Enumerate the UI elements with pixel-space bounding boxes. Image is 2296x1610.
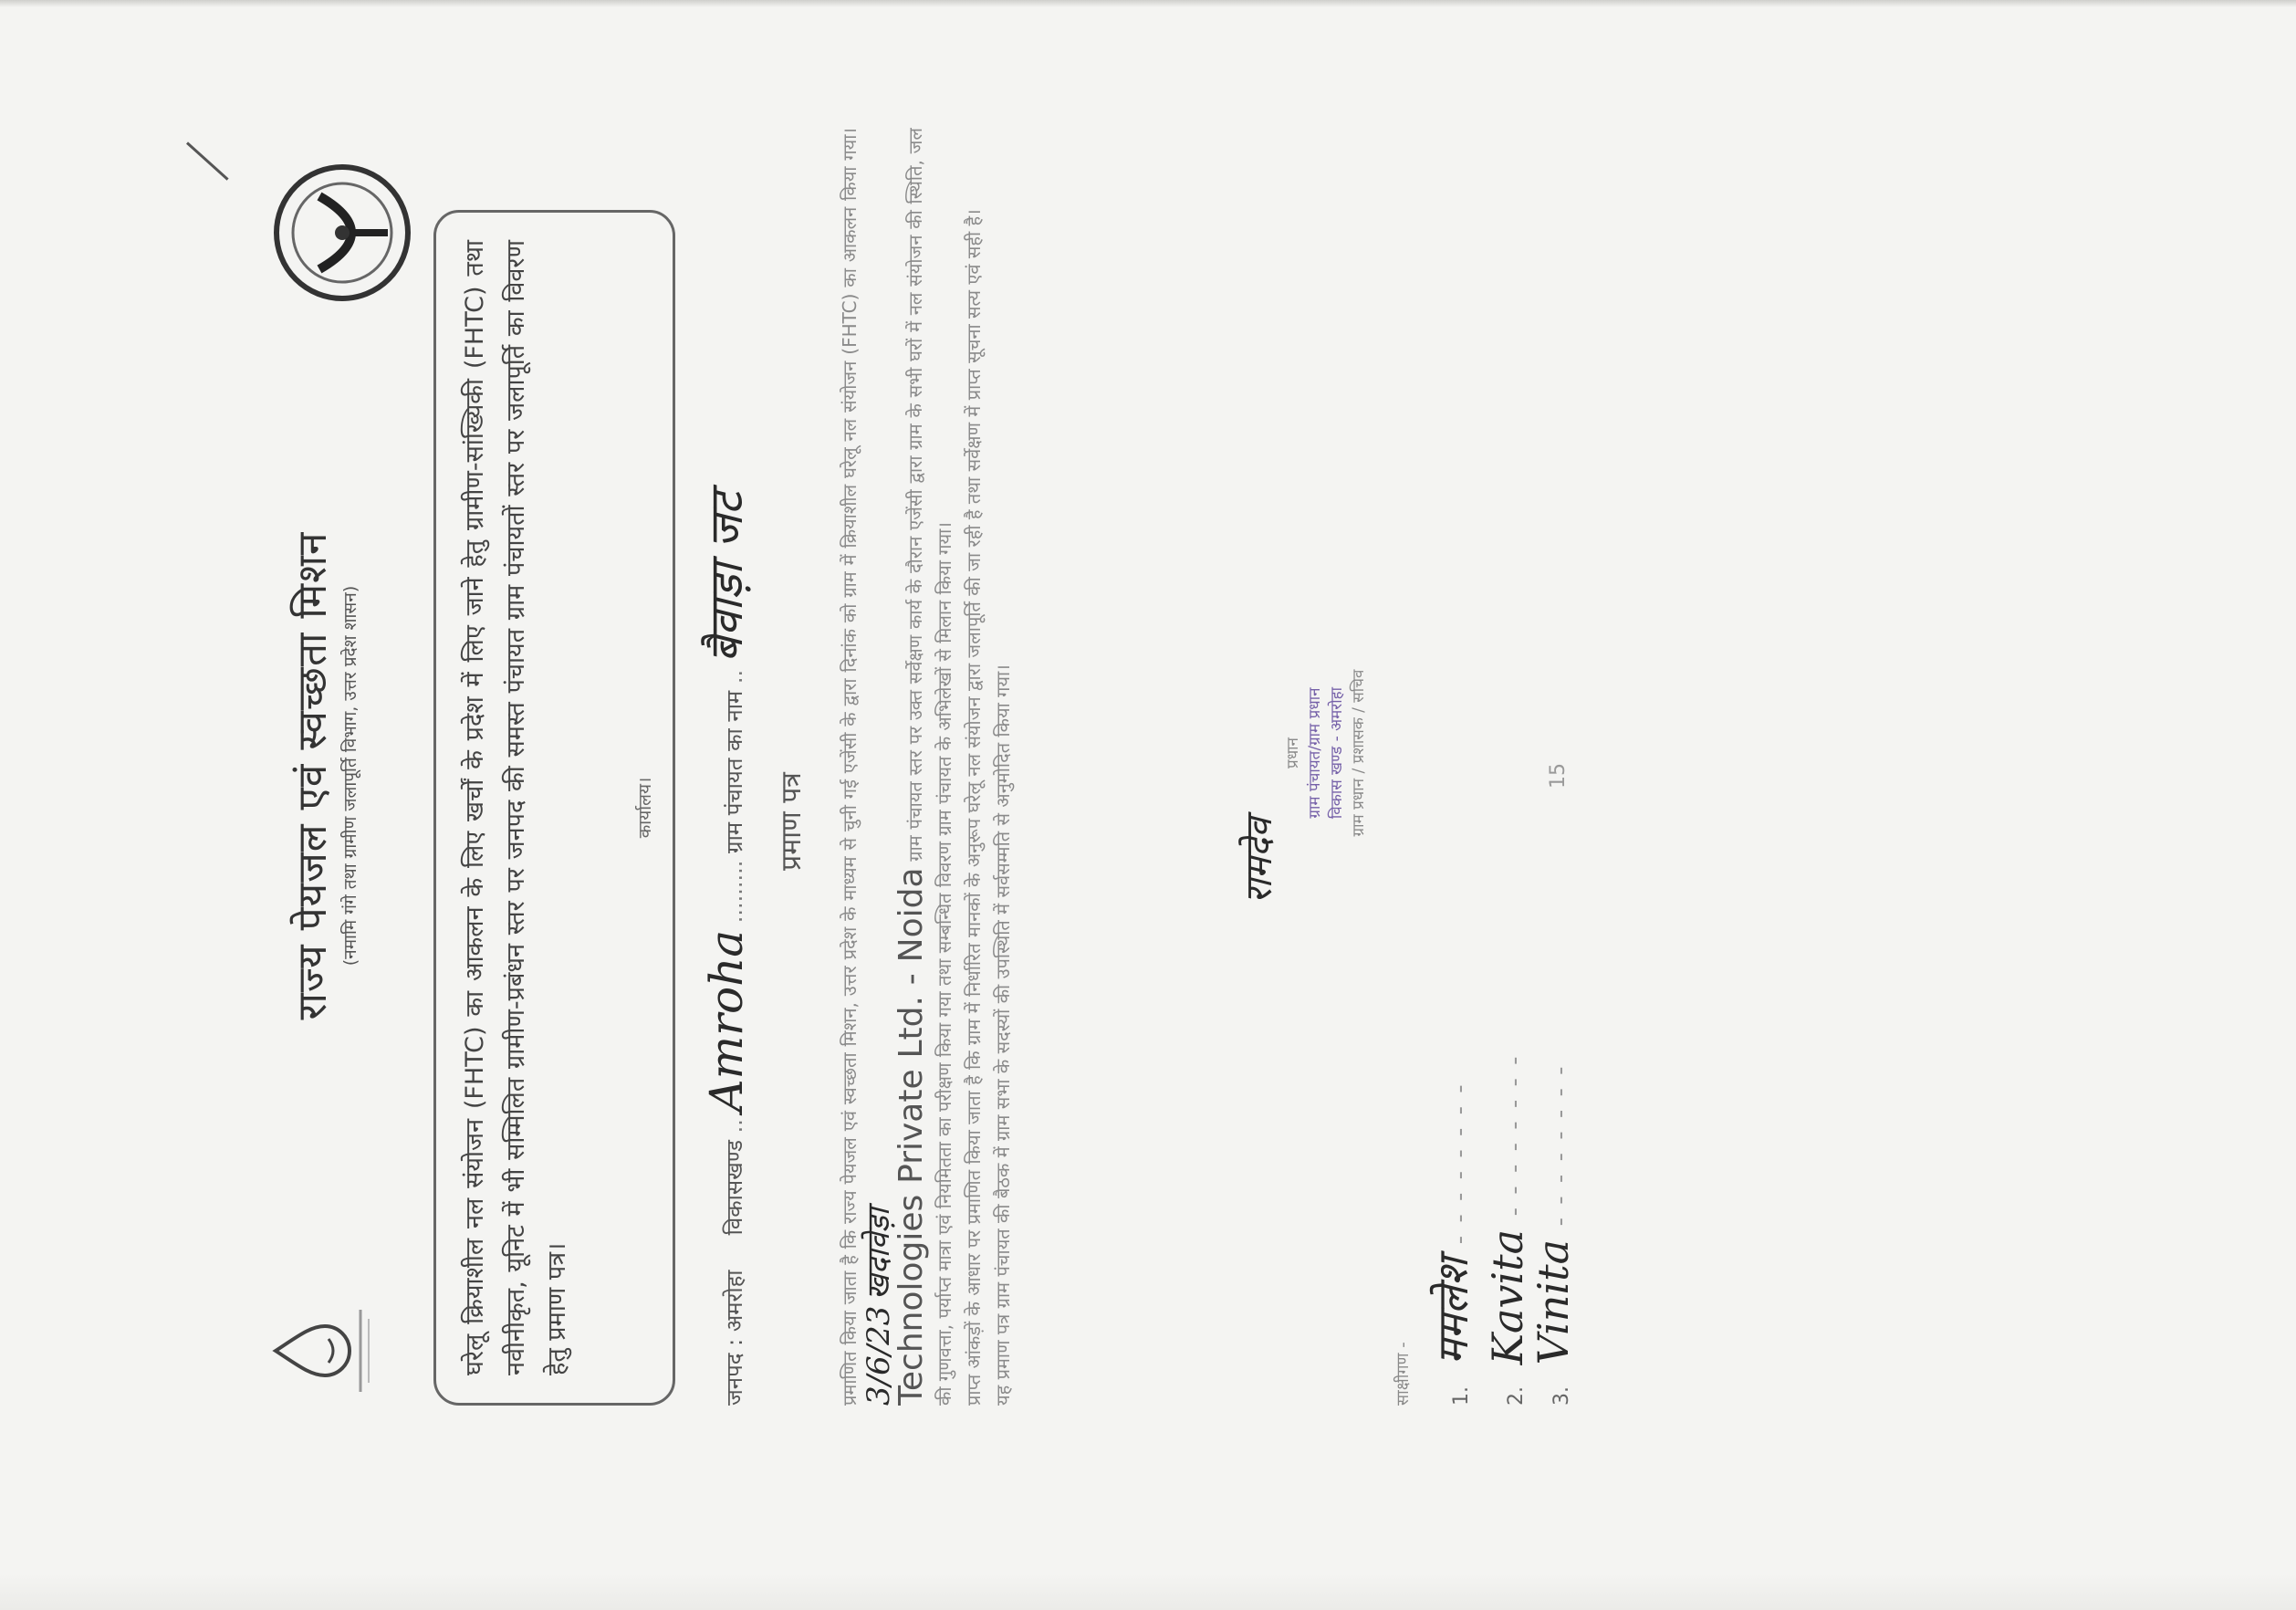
panchayat-label: ग्राम पंचायत का नाम (722, 690, 747, 853)
body-para3: प्राप्त आंकड़ों के आधार पर प्रमाणित किया जाता है कि ग्राम में निर्धारित मानकों के अनुरूप घरेलू नल संयोजन द्वारा जलापूर्ति की जा रही है तथा सर्वेक्षण में प्राप्त सूचना सत्य एवं सही है। (963, 209, 985, 1406)
state-seal-icon (265, 123, 420, 342)
signature-title: प्रधान (1284, 737, 1302, 768)
district-line: जनपद : अमरोहा विकासखण्ड .. Amroha ......... ग्राम पंचायत का नाम .. बैवाड़ा जट (700, 491, 753, 1406)
witness-number: 2. (1505, 1386, 1528, 1406)
block-value-handwritten: Amroha (700, 929, 753, 1113)
rotated-document (265, 82, 1579, 1469)
village-handwritten: खदावेड़ा (861, 1208, 897, 1301)
pradhan-signature (1232, 602, 1451, 904)
body-para2: ग्राम पंचायत स्तर पर उक्त सर्वेक्षण कार्य के दौरान एजेंसी द्वारा ग्राम के सभी घरों में नल संयोजन की स्थिति, जल की गुणवत्ता, पर्याप्त मात्रा एवं नियमितता का परीक्षण किया गया तथा सम्बन्धित विवरण ग्राम पंचायत के अभिलेखों से मिलान किया गया। (904, 128, 955, 1406)
department-title: राज्य पेयजल एवं स्वच्छता मिशन (289, 531, 336, 1020)
subject-text: घरेलू क्रियाशील नल संयोजन (FHTC) का आकलन के लिए खर्चों के प्रदेश में लिए जाने हेतु ग्रामीण-सांख्यिकी (FHTC) तथा नवीनीकृत, यूनिट में भी सम्मिलित ग्रामीण-प्रबंधन स्तर पर जनपद की समस्त पंचायत ग्राम पंचायतों स्तर पर जलापूर्ति का विवरण हेतु प्रमाण पत्र। (461, 240, 571, 1375)
signature-scrawl: रामदेव (1238, 817, 1280, 904)
jal-jeevan-emblem-icon (265, 1273, 374, 1428)
witness-3: 3. Vinita - - - - - - - - (1529, 1063, 1578, 1406)
block-label: विकासखण्ड (722, 1140, 747, 1236)
scan-edge (0, 0, 2296, 7)
subject-box (433, 210, 675, 1406)
pen-mark (186, 141, 229, 180)
witness-2: 2. Kavita - - - - - - - - (1483, 1053, 1532, 1406)
panchayat-value-handwritten: बैवाड़ा जट (700, 491, 753, 664)
witness-label: साक्षीगण - (1393, 1342, 1413, 1406)
district-label: जनपद : अमरोहा (722, 1270, 747, 1406)
stamp-line1: ग्राम पंचायत/ग्राम प्रधान (1306, 687, 1324, 819)
agency-name: Technologies Private Ltd. - Noida (892, 867, 930, 1406)
scan-shadow (0, 1573, 2296, 1610)
witness-number: 3. (1550, 1386, 1573, 1406)
body-para1: प्रमाणित किया जाता है कि राज्य पेयजल एवं स्वच्छता मिशन, उत्तर प्रदेश के माध्यम से चुनी गई एजेंसी के द्वारा दिनांक को ग्राम में क्रियाशील घरेलू नल संयोजन (FHTC) का आकलन किया गया। (839, 128, 861, 1406)
page-number: 15 (1547, 763, 1570, 789)
body-para4: यह प्रमाण पत्र ग्राम पंचायत की बैठक में ग्राम सभा के सदस्यों की उपस्थिति में सर्वसम्मति से अनुमोदित किया गया। (992, 664, 1014, 1406)
witness-1: 1. ममलेश - - - - - - - - (1428, 1082, 1477, 1406)
survey-date-handwritten: 3/6/23 (861, 1305, 897, 1406)
office-label: कार्यालय। (635, 777, 655, 839)
certificate-title: प्रमाण पत्र (776, 772, 808, 871)
department-subtitle: (नमामि गंगे तथा ग्रामीण जलापूर्ति विभाग, उत्तर प्रदेश शासन) (340, 585, 360, 967)
witness-number: 1. (1450, 1386, 1473, 1406)
signature-role: ग्राम प्रधान / प्रशासक / सचिव (1350, 669, 1368, 837)
witness-signature: ममलेश (1428, 1257, 1477, 1365)
witness-signature: Vinita (1529, 1239, 1578, 1365)
witness-signature: Kavita (1483, 1228, 1532, 1365)
stamp-line2: विकास खण्ड - अमरोहा (1328, 686, 1346, 820)
